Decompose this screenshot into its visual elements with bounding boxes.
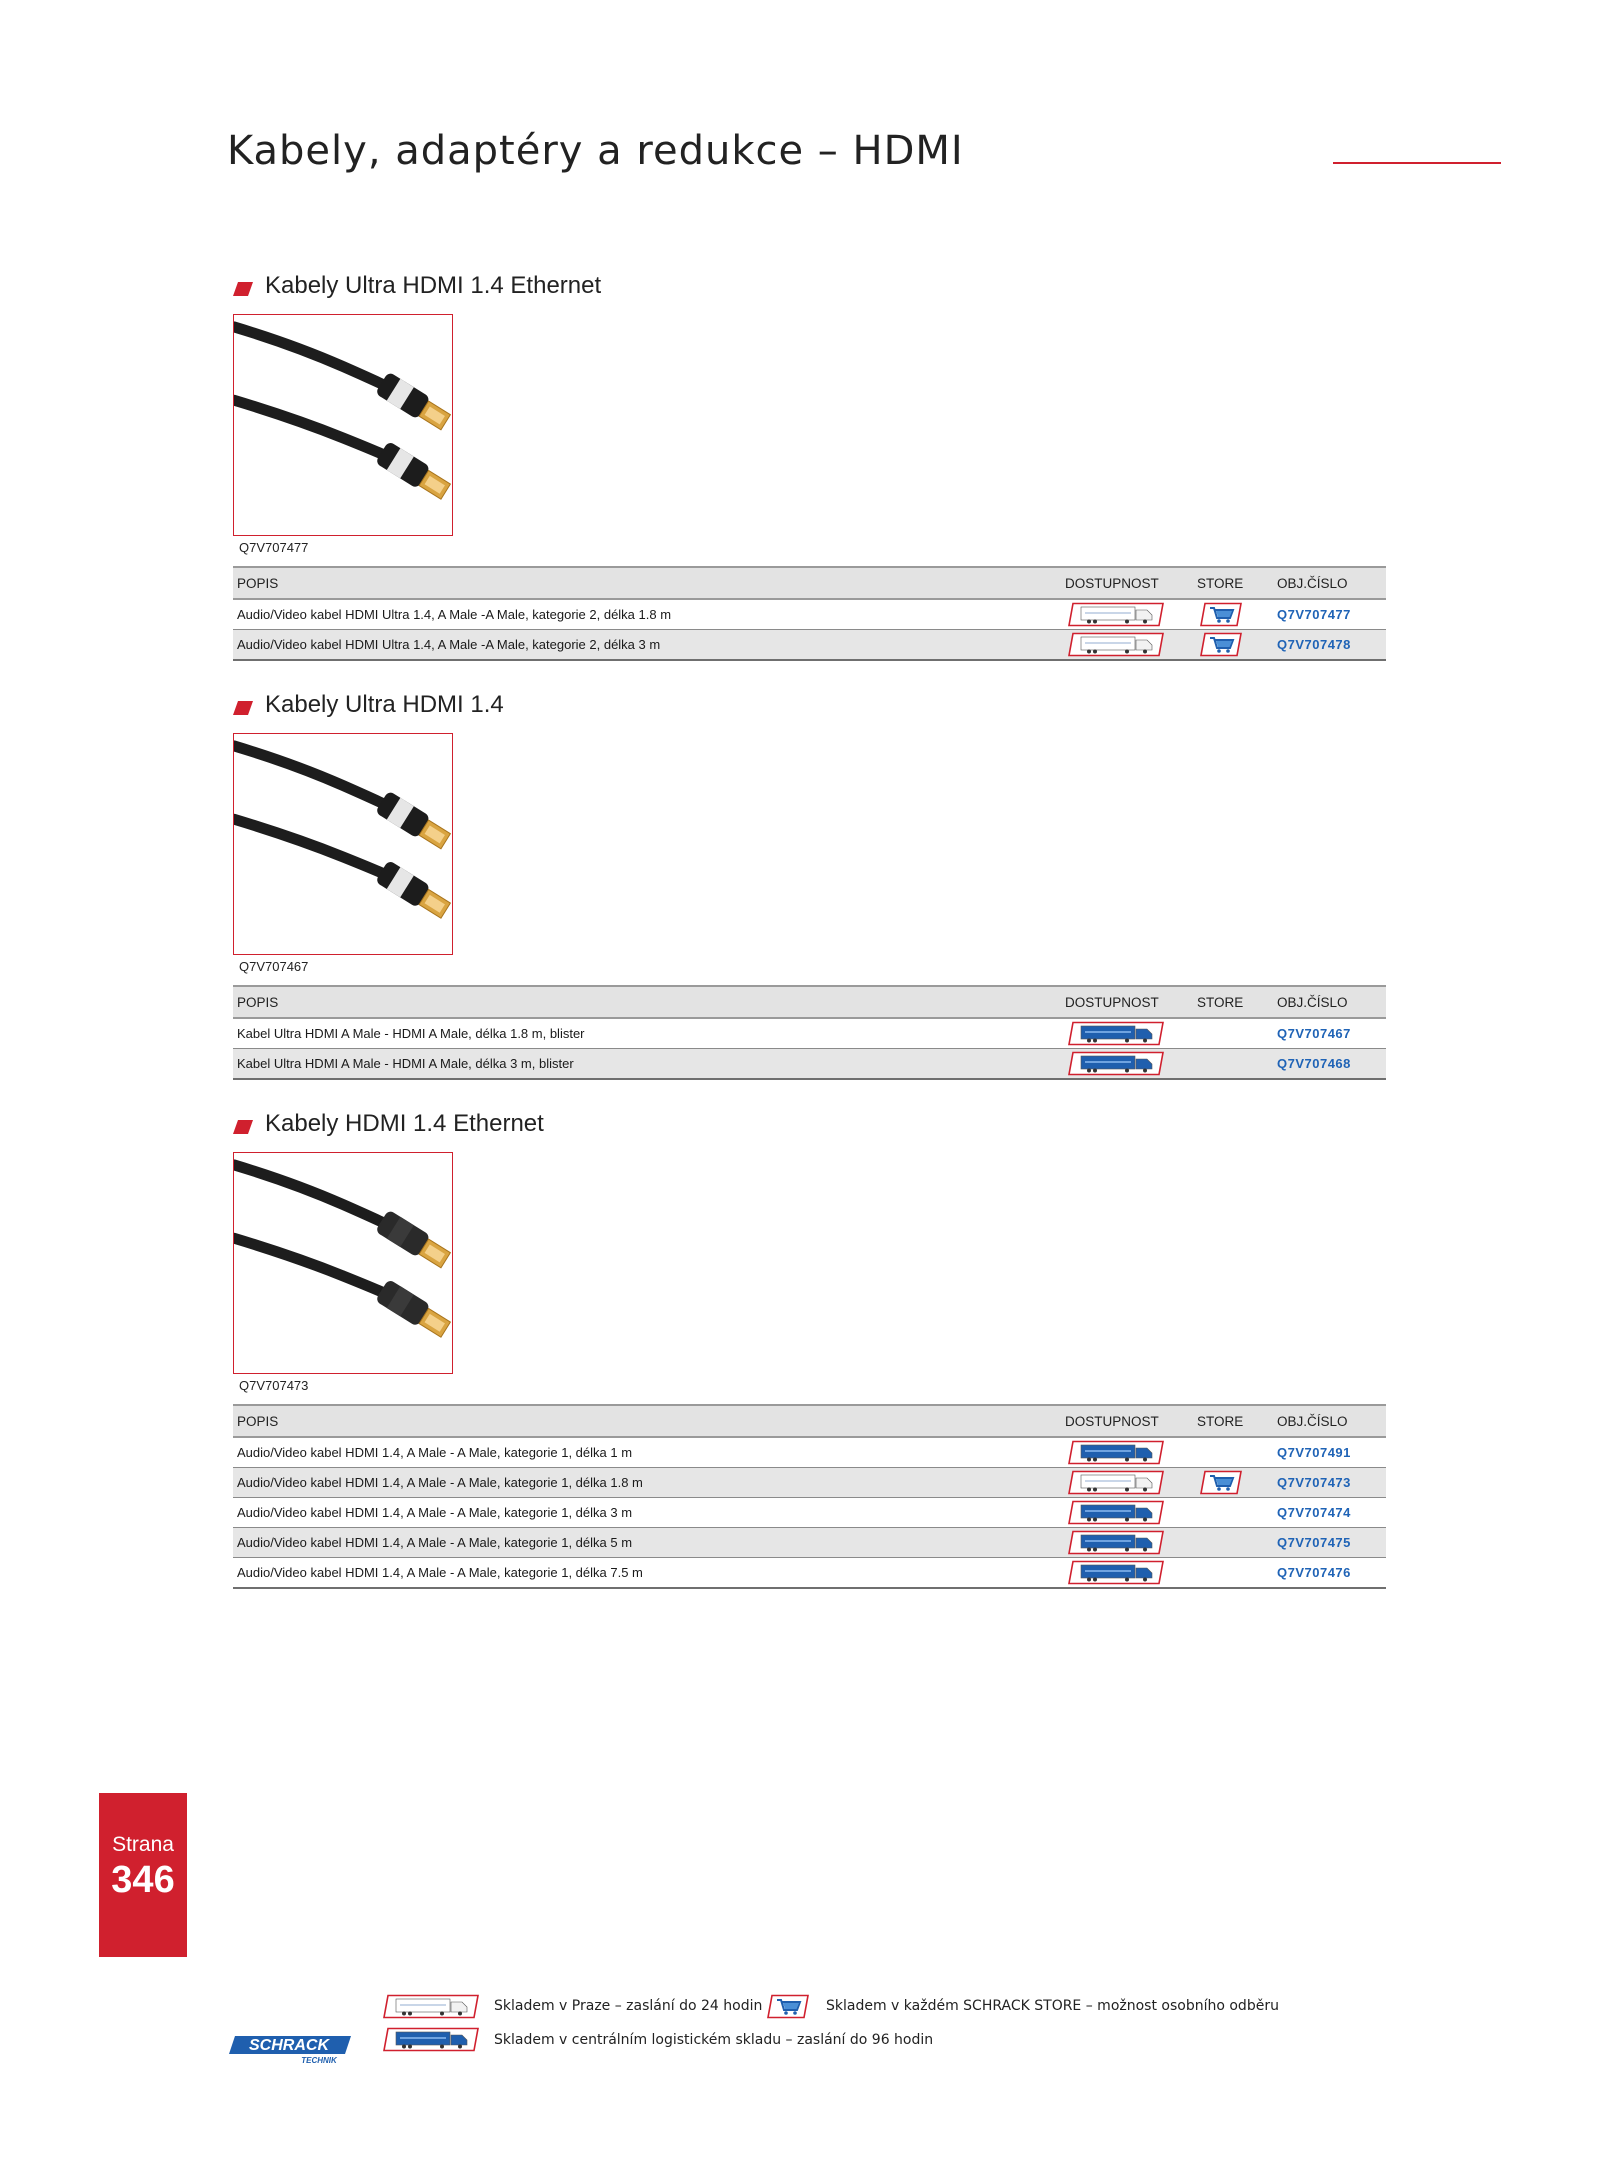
header-avail: DOSTUPNOST — [1061, 986, 1193, 1018]
order-code-link[interactable]: Q7V707476 — [1277, 1565, 1351, 1580]
header-code: OBJ.ČÍSLO — [1273, 986, 1386, 1018]
section-bullet-icon — [233, 282, 253, 296]
title-rule — [1333, 162, 1501, 164]
prague-truck-icon — [1067, 632, 1165, 657]
central-truck-icon — [1067, 1560, 1165, 1585]
row-store — [1193, 1437, 1273, 1468]
section-header — [233, 691, 1386, 725]
section-bullet-icon — [233, 1120, 253, 1134]
order-code-link[interactable]: Q7V707468 — [1277, 1056, 1351, 1071]
table-row — [233, 599, 1386, 630]
header-code: OBJ.ČÍSLO — [1273, 1405, 1386, 1437]
product-table — [233, 1404, 1386, 1589]
page-number: 346 — [111, 1859, 175, 1901]
row-desc: Audio/Video kabel HDMI 1.4, A Male - A Male, kategorie 1, délka 1.8 m — [233, 1468, 1061, 1498]
table-row — [233, 1498, 1386, 1528]
product-image-code: Q7V707467 — [239, 959, 309, 974]
product-section — [233, 1110, 1386, 1580]
legend-store-text: Skladem v každém SCHRACK STORE – možnost osobního odběru — [826, 1998, 1279, 2014]
table-row — [233, 630, 1386, 661]
schrack-logo — [227, 2034, 353, 2064]
section-title: Kabely Ultra HDMI 1.4 Ethernet — [265, 272, 602, 299]
legend-prague-truck-icon — [382, 1994, 480, 2019]
header-store: STORE — [1193, 986, 1273, 1018]
table-row — [233, 1018, 1386, 1049]
row-availability — [1061, 1498, 1193, 1528]
central-truck-icon — [1067, 1530, 1165, 1555]
order-code-link[interactable]: Q7V707475 — [1277, 1535, 1351, 1550]
row-code[interactable] — [1273, 1498, 1386, 1528]
row-desc: Audio/Video kabel HDMI 1.4, A Male - A Male, kategorie 1, délka 5 m — [233, 1528, 1061, 1558]
order-code-link[interactable]: Q7V707467 — [1277, 1026, 1351, 1041]
table-row — [233, 1468, 1386, 1498]
row-code[interactable] — [1273, 599, 1386, 630]
section-title: Kabely Ultra HDMI 1.4 — [265, 691, 504, 718]
order-code-link[interactable]: Q7V707473 — [1277, 1475, 1351, 1490]
row-availability — [1061, 630, 1193, 661]
product-image — [233, 733, 453, 955]
row-store — [1193, 1468, 1273, 1498]
section-header — [233, 272, 1386, 306]
central-truck-icon — [1067, 1021, 1165, 1046]
table-row — [233, 1437, 1386, 1468]
table-row — [233, 1558, 1386, 1589]
row-store — [1193, 599, 1273, 630]
header-store: STORE — [1193, 1405, 1273, 1437]
section-bullet-icon — [233, 701, 253, 715]
row-store — [1193, 630, 1273, 661]
row-desc: Audio/Video kabel HDMI 1.4, A Male - A Male, kategorie 1, délka 3 m — [233, 1498, 1061, 1528]
row-code[interactable] — [1273, 1437, 1386, 1468]
page-number-badge — [99, 1793, 187, 1957]
row-availability — [1061, 1437, 1193, 1468]
order-code-link[interactable]: Q7V707491 — [1277, 1445, 1351, 1460]
row-store — [1193, 1018, 1273, 1049]
row-code[interactable] — [1273, 630, 1386, 661]
central-truck-icon — [1067, 1440, 1165, 1465]
table-header-row — [233, 567, 1386, 599]
product-image — [233, 1152, 453, 1374]
logo-sub: TECHNIK — [301, 2056, 337, 2064]
row-code[interactable] — [1273, 1018, 1386, 1049]
row-desc: Kabel Ultra HDMI A Male - HDMI A Male, délka 1.8 m, blister — [233, 1018, 1061, 1049]
header-code: OBJ.ČÍSLO — [1273, 567, 1386, 599]
store-cart-icon — [1199, 1470, 1243, 1495]
product-section — [233, 691, 1386, 1071]
row-desc: Audio/Video kabel HDMI Ultra 1.4, A Male -A Male, kategorie 2, délka 3 m — [233, 630, 1061, 661]
order-code-link[interactable]: Q7V707477 — [1277, 607, 1351, 622]
row-desc: Kabel Ultra HDMI A Male - HDMI A Male, délka 3 m, blister — [233, 1049, 1061, 1080]
row-availability — [1061, 1528, 1193, 1558]
table-header-row — [233, 1405, 1386, 1437]
row-availability — [1061, 1558, 1193, 1589]
product-image-code: Q7V707477 — [239, 540, 309, 555]
page-title: Kabely, adaptéry a redukce – HDMI — [227, 128, 964, 174]
table-row — [233, 1049, 1386, 1080]
table-header-row — [233, 986, 1386, 1018]
logo-name: SCHRACK — [249, 2037, 329, 2054]
row-code[interactable] — [1273, 1468, 1386, 1498]
page-number-label: Strana — [112, 1833, 174, 1856]
row-code[interactable] — [1273, 1558, 1386, 1589]
legend-prague-text: Skladem v Praze – zaslání do 24 hodin — [494, 1998, 763, 2014]
row-store — [1193, 1558, 1273, 1589]
product-section — [233, 272, 1386, 652]
product-table — [233, 985, 1386, 1080]
central-truck-icon — [1067, 1051, 1165, 1076]
legend-central-text: Skladem v centrálním logistickém skladu – zaslání do 96 hodin — [494, 2032, 934, 2048]
order-code-link[interactable]: Q7V707474 — [1277, 1505, 1351, 1520]
header-desc: POPIS — [233, 567, 1061, 599]
store-cart-icon — [1199, 602, 1243, 627]
legend-store-cart-icon — [766, 1994, 816, 2019]
header-desc: POPIS — [233, 1405, 1061, 1437]
row-desc: Audio/Video kabel HDMI 1.4, A Male - A Male, kategorie 1, délka 1 m — [233, 1437, 1061, 1468]
row-store — [1193, 1528, 1273, 1558]
row-code[interactable] — [1273, 1528, 1386, 1558]
store-cart-icon — [1199, 632, 1243, 657]
row-desc: Audio/Video kabel HDMI 1.4, A Male - A Male, kategorie 1, délka 7.5 m — [233, 1558, 1061, 1589]
central-truck-icon — [1067, 1500, 1165, 1525]
row-store — [1193, 1498, 1273, 1528]
row-availability — [1061, 1468, 1193, 1498]
header-desc: POPIS — [233, 986, 1061, 1018]
product-table — [233, 566, 1386, 661]
row-desc: Audio/Video kabel HDMI Ultra 1.4, A Male -A Male, kategorie 2, délka 1.8 m — [233, 599, 1061, 630]
row-code[interactable] — [1273, 1049, 1386, 1080]
product-image-code: Q7V707473 — [239, 1378, 309, 1393]
header-avail: DOSTUPNOST — [1061, 567, 1193, 599]
table-row — [233, 1528, 1386, 1558]
order-code-link[interactable]: Q7V707478 — [1277, 637, 1351, 652]
row-availability — [1061, 1018, 1193, 1049]
section-title: Kabely HDMI 1.4 Ethernet — [265, 1110, 544, 1137]
row-availability — [1061, 1049, 1193, 1080]
legend-central-truck-icon — [382, 2027, 480, 2052]
prague-truck-icon — [1067, 602, 1165, 627]
prague-truck-icon — [1067, 1470, 1165, 1495]
section-header — [233, 1110, 1386, 1144]
row-store — [1193, 1049, 1273, 1080]
header-store: STORE — [1193, 567, 1273, 599]
row-availability — [1061, 599, 1193, 630]
header-avail: DOSTUPNOST — [1061, 1405, 1193, 1437]
product-image — [233, 314, 453, 536]
